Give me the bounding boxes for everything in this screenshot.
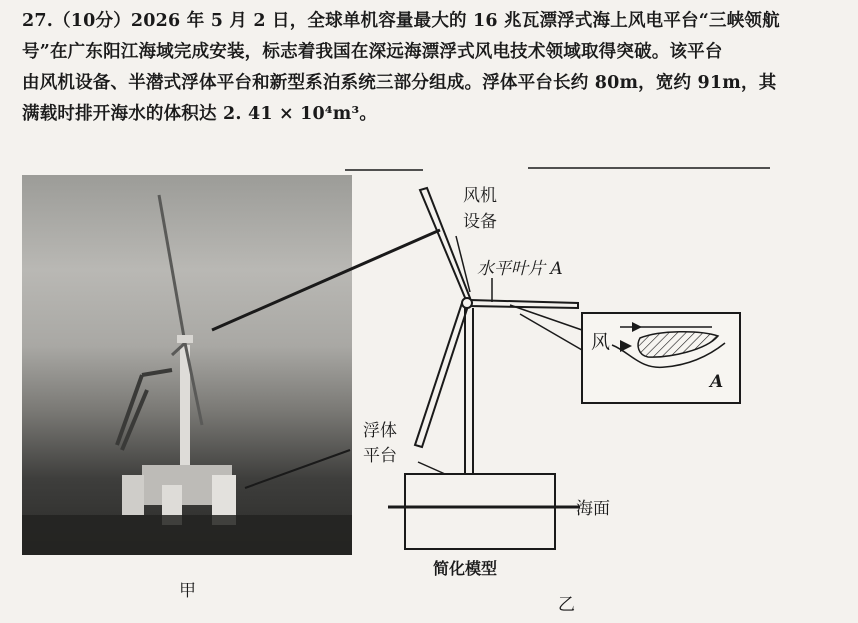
question-line-2: 号”在广东阳江海域完成安装，标志着我国在深远海漂浮式风电技术领域取得突破。该平台 <box>22 42 723 62</box>
label-sea-surface: 海面 <box>576 499 610 519</box>
label-airfoil-a: A <box>710 372 724 392</box>
label-simplified-model: 简化模型 <box>433 559 498 578</box>
caption-figure-b: 乙 <box>558 595 575 615</box>
question-line-3: 由风机设备、半潜式浮体平台和新型系泊系统三部分组成。浮体平台长约 80m，宽约 91m，其 <box>22 73 777 93</box>
question-line-4: 满载时排开海水的体积达 2. 41 × 10⁴m³。 <box>22 104 378 124</box>
caption-figure-a: 甲 <box>179 581 196 601</box>
label-float-platform-2: 平台 <box>363 446 397 466</box>
label-wind-turbine-2: 设备 <box>463 212 497 232</box>
label-float-platform-1: 浮体 <box>363 421 397 441</box>
question-line-1: 27.（10分）2026 年 5 月 2 日，全球单机容量最大的 16 兆瓦漂浮式海上风电平台“三峡领航 <box>22 11 780 31</box>
label-wind-turbine-1: 风机 <box>463 186 497 206</box>
label-horizontal-blade: 水平叶片 A <box>477 259 563 279</box>
label-wind: 风 <box>591 331 611 353</box>
